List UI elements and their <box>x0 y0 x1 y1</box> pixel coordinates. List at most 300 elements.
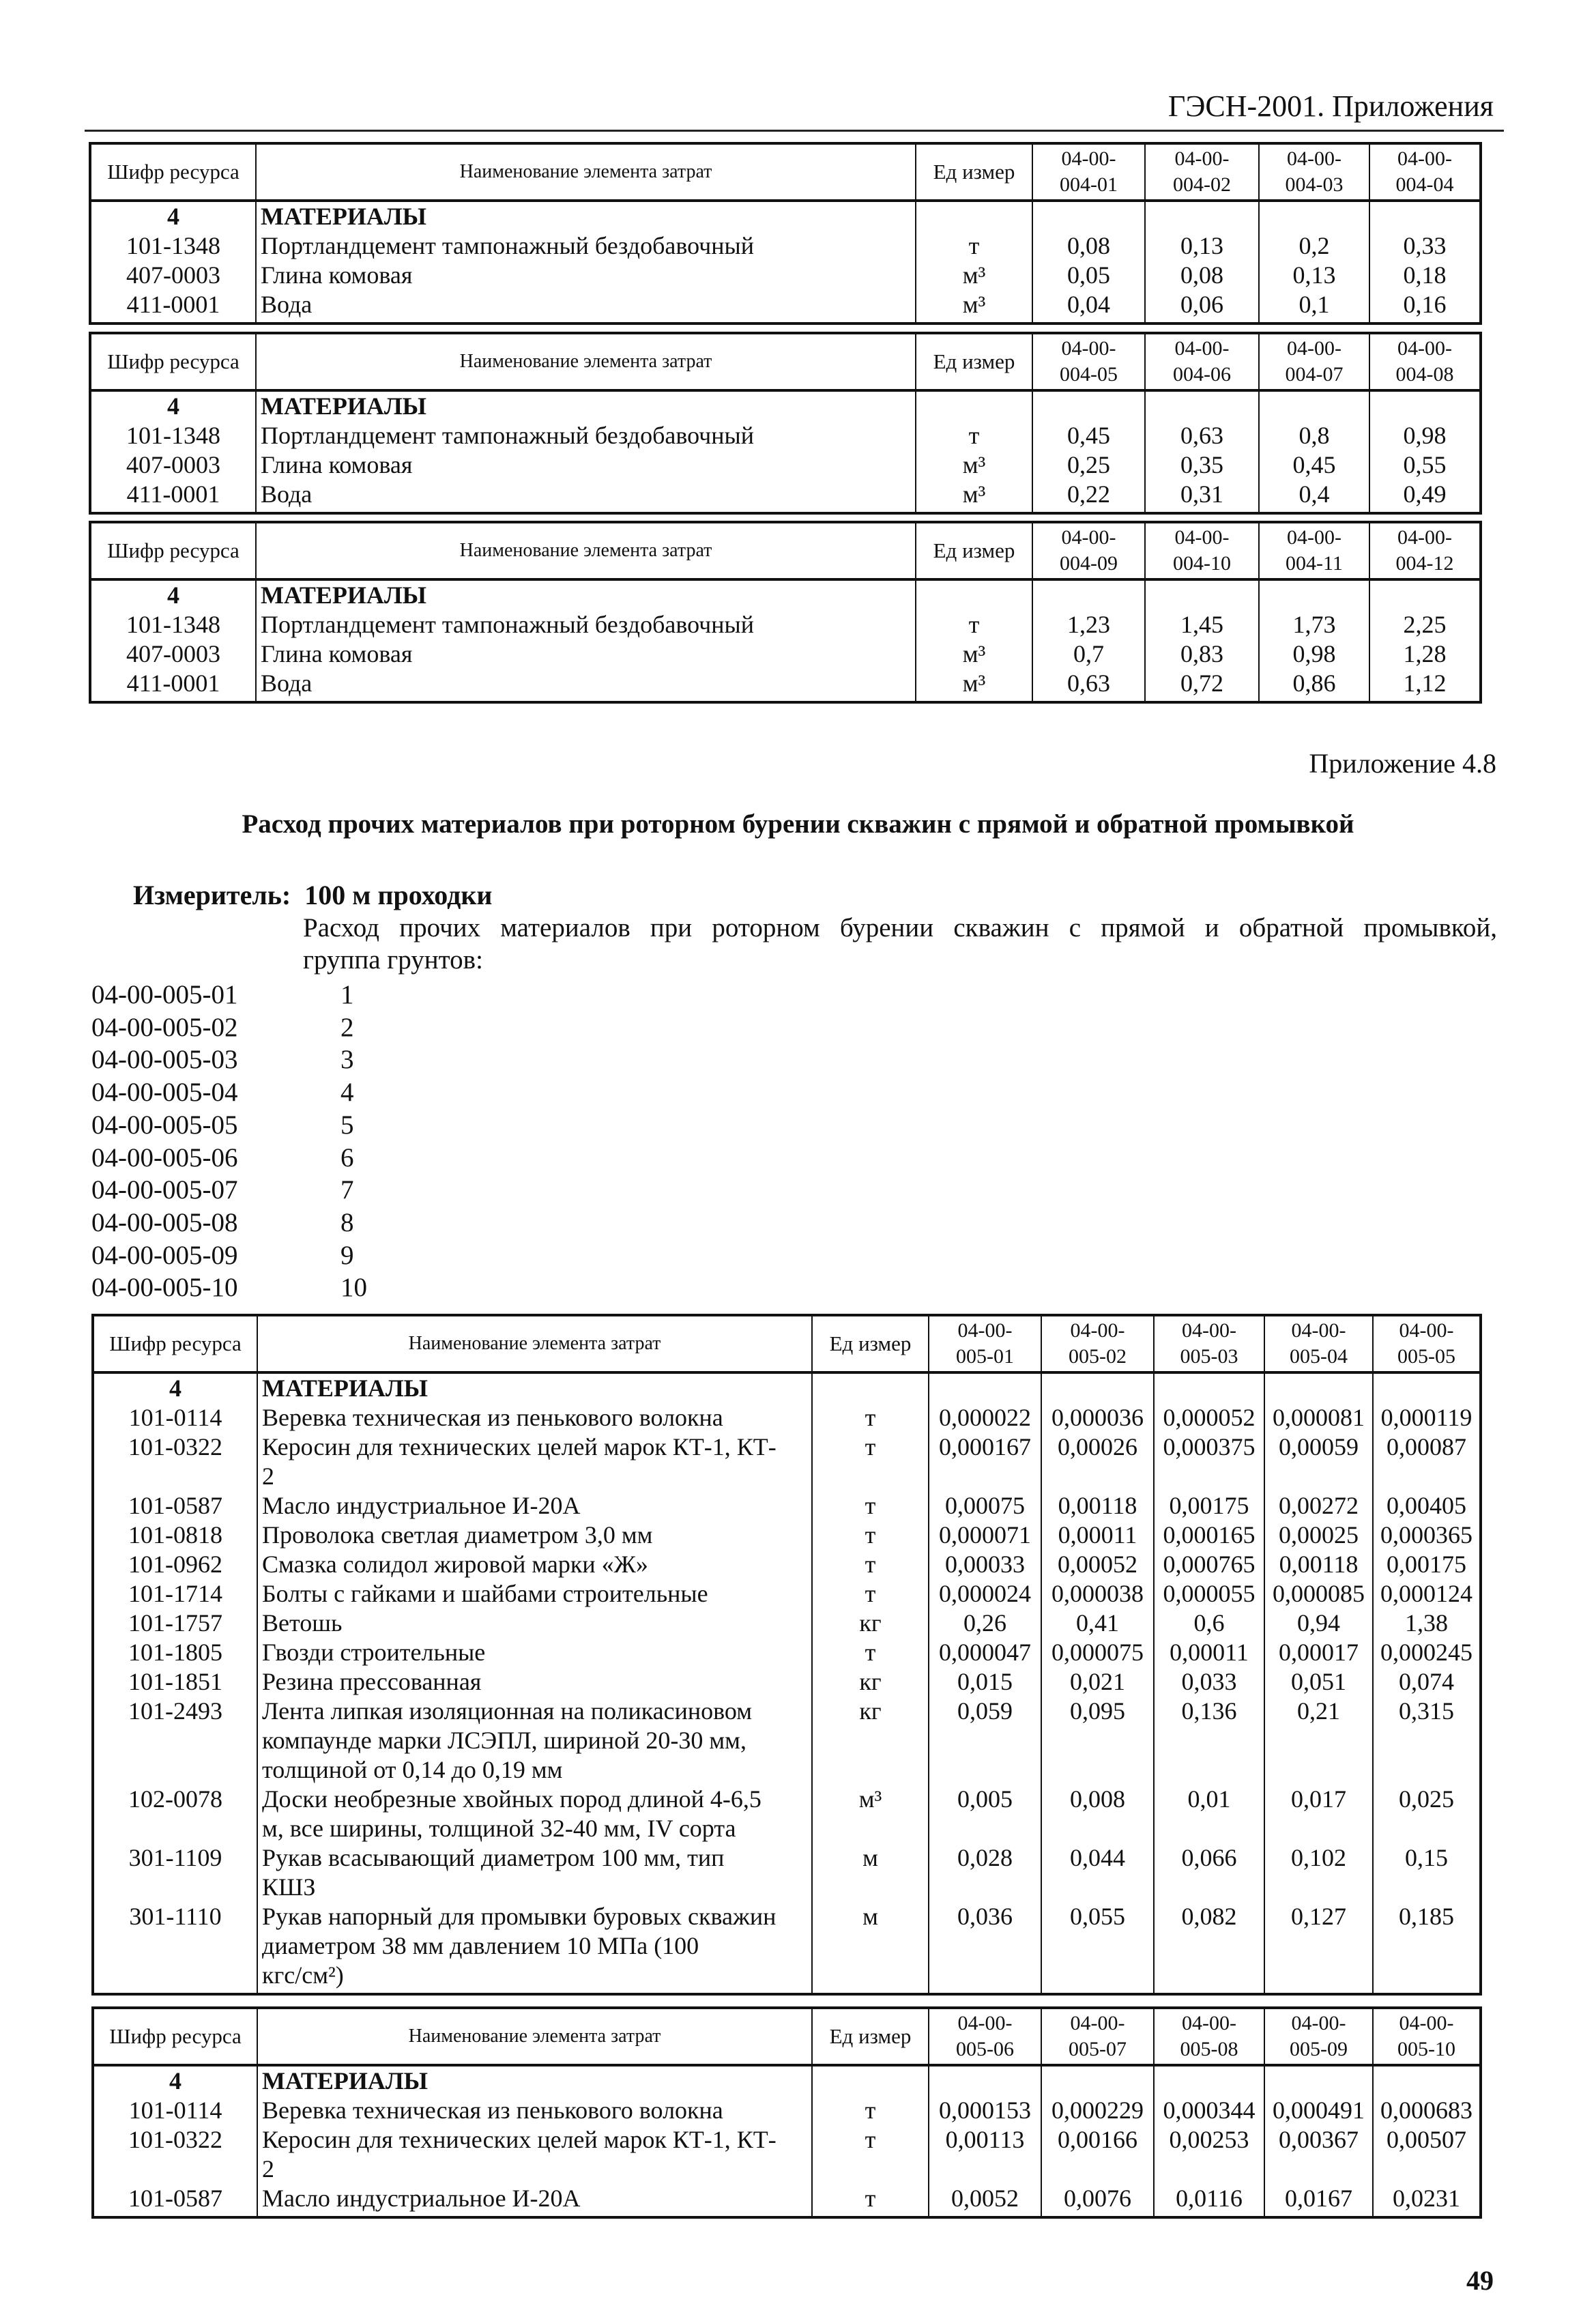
resource-name: Вода <box>256 480 916 509</box>
header-code: Шифр ресурса <box>90 143 256 201</box>
resource-value: 0,45 <box>1259 450 1369 480</box>
resource-value: 0,000683 <box>1373 2096 1481 2125</box>
table-bottom-padding <box>93 2213 1481 2217</box>
resource-value: 0,00025 <box>1264 1521 1373 1550</box>
table-row <box>90 290 1481 319</box>
resource-value: 0,2 <box>1259 231 1369 261</box>
resource-value: 0,036 <box>929 1902 1041 1990</box>
header-unit: Ед измер <box>812 2008 929 2065</box>
table-header-row <box>90 143 1481 201</box>
resource-code: 102-0078 <box>93 1785 257 1843</box>
empty-cell <box>812 1990 929 1994</box>
empty-cell <box>916 509 1032 513</box>
resource-value: 0,000153 <box>929 2096 1041 2125</box>
resource-name: Веревка техническая из пенькового волокна <box>257 2096 812 2125</box>
table-row <box>93 1902 1481 1990</box>
table-row <box>93 1432 1481 1491</box>
resource-code: 407-0003 <box>90 450 256 480</box>
description <box>303 912 1497 976</box>
resource-value: 0,000491 <box>1264 2096 1373 2125</box>
resource-code: 407-0003 <box>90 261 256 290</box>
resource-value: 0,00113 <box>929 2125 1041 2184</box>
empty-cell <box>256 698 916 702</box>
empty-cell <box>256 509 916 513</box>
section-row <box>93 2065 1481 2096</box>
resource-code: 411-0001 <box>90 669 256 698</box>
empty-cell <box>916 579 1032 610</box>
empty-cell <box>1145 390 1259 421</box>
header-code: Шифр ресурса <box>90 333 256 390</box>
code-list-group: 4 <box>340 1078 354 1108</box>
table-row <box>90 450 1481 480</box>
table-row <box>93 2096 1481 2125</box>
section-label: МАТЕРИАЛЫ <box>257 1372 812 1403</box>
empty-cell <box>929 1372 1041 1403</box>
empty-cell <box>1145 509 1259 513</box>
code-list-code: 04-00-005-05 <box>91 1110 238 1140</box>
table-row <box>90 610 1481 639</box>
resource-code: 101-0114 <box>93 2096 257 2125</box>
resource-value: 0,15 <box>1373 1843 1481 1902</box>
section-row <box>90 390 1481 421</box>
resource-unit: м³ <box>916 290 1032 319</box>
resource-unit: т <box>916 231 1032 261</box>
resource-value: 0,18 <box>1369 261 1481 290</box>
resource-code: 101-0322 <box>93 2125 257 2184</box>
empty-cell <box>1264 2065 1373 2096</box>
empty-cell <box>1259 201 1369 231</box>
resource-unit: т <box>812 1638 929 1667</box>
code-list-item <box>91 1043 367 1076</box>
table-row <box>93 2125 1481 2184</box>
section-code: 4 <box>93 1372 257 1403</box>
resource-value: 0,00059 <box>1264 1432 1373 1491</box>
resource-unit: т <box>812 1432 929 1491</box>
resource-unit: кг <box>812 1697 929 1785</box>
code-list-group: 2 <box>340 1012 354 1042</box>
resource-name: Доски необрезные хвойных пород длиной 4-6,5 м, все ширины, толщиной 32-40 мм, IV сорта <box>257 1785 812 1843</box>
header-column-code: 04-00- 005-09 <box>1264 2008 1373 2065</box>
resource-value: 0,00405 <box>1373 1491 1481 1521</box>
resource-value: 0,082 <box>1154 1902 1264 1990</box>
code-list-code: 04-00-005-04 <box>91 1078 238 1108</box>
resource-value: 0,000081 <box>1264 1403 1373 1432</box>
section-label: МАТЕРИАЛЫ <box>257 2065 812 2096</box>
resource-value: 0,00175 <box>1373 1550 1481 1579</box>
resource-value: 0,00118 <box>1041 1491 1154 1521</box>
section-label: МАТЕРИАЛЫ <box>256 579 916 610</box>
resource-value: 0,49 <box>1369 480 1481 509</box>
resource-code: 101-1851 <box>93 1667 257 1697</box>
resource-value: 0,16 <box>1369 290 1481 319</box>
resource-value: 0,00033 <box>929 1550 1041 1579</box>
code-list-group: 9 <box>340 1240 354 1270</box>
header-column-code: 04-00- 005-03 <box>1154 1315 1264 1372</box>
resource-value: 0,22 <box>1032 480 1145 509</box>
header-column-code: 04-00- 004-09 <box>1032 522 1145 579</box>
resource-code: 301-1109 <box>93 1843 257 1902</box>
code-list <box>91 979 367 1304</box>
resource-unit: кг <box>812 1667 929 1697</box>
code-list-item <box>91 1142 367 1175</box>
code-list-group: 7 <box>340 1175 354 1205</box>
resource-value: 0,136 <box>1154 1697 1264 1785</box>
resource-unit: т <box>812 1491 929 1521</box>
empty-cell <box>1264 1372 1373 1403</box>
header-column-code: 04-00- 004-03 <box>1259 143 1369 201</box>
resource-value: 0,21 <box>1264 1697 1373 1785</box>
empty-cell <box>1032 319 1145 323</box>
resource-name: Вода <box>256 290 916 319</box>
empty-cell <box>1041 2065 1154 2096</box>
resource-name: Болты с гайками и шайбами строительные <box>257 1579 812 1609</box>
resource-value: 0,08 <box>1032 231 1145 261</box>
resource-value: 0,017 <box>1264 1785 1373 1843</box>
empty-cell <box>1369 390 1481 421</box>
resource-code: 101-1348 <box>90 421 256 450</box>
resource-value: 1,12 <box>1369 669 1481 698</box>
resource-value: 0,98 <box>1259 639 1369 669</box>
section-code: 4 <box>90 201 256 231</box>
table-row <box>90 421 1481 450</box>
resource-unit: м³ <box>916 639 1032 669</box>
code-list-code: 04-00-005-09 <box>91 1240 238 1270</box>
header-column-code: 04-00- 004-12 <box>1369 522 1481 579</box>
code-list-code: 04-00-005-01 <box>91 980 238 1009</box>
resource-value: 0,0167 <box>1264 2184 1373 2213</box>
header-column-code: 04-00- 005-07 <box>1041 2008 1154 2065</box>
resource-value: 0,033 <box>1154 1667 1264 1697</box>
resource-table-005-b <box>91 2006 1482 2219</box>
header-unit: Ед измер <box>916 143 1032 201</box>
resource-unit: м³ <box>812 1785 929 1843</box>
empty-cell <box>1032 579 1145 610</box>
empty-cell <box>93 1990 257 1994</box>
table-row <box>93 1667 1481 1697</box>
resource-value: 0,00272 <box>1264 1491 1373 1521</box>
header-name: Наименование элемента затрат <box>256 333 916 390</box>
resource-table-004-c <box>89 521 1482 704</box>
resource-value: 0,63 <box>1032 669 1145 698</box>
resource-unit: м³ <box>916 261 1032 290</box>
resource-code: 411-0001 <box>90 480 256 509</box>
resource-table-004-b <box>89 332 1482 515</box>
resource-value: 0,315 <box>1373 1697 1481 1785</box>
code-list-item <box>91 1271 367 1304</box>
resource-code: 101-2493 <box>93 1697 257 1785</box>
header-column-code: 04-00- 004-01 <box>1032 143 1145 201</box>
empty-cell <box>1259 579 1369 610</box>
resource-code: 101-1348 <box>90 231 256 261</box>
meter-label: Измеритель: <box>133 880 291 910</box>
header-name: Наименование элемента затрат <box>257 1315 812 1372</box>
resource-value: 0,000071 <box>929 1521 1041 1550</box>
resource-code: 101-1805 <box>93 1638 257 1667</box>
resource-value: 0,005 <box>929 1785 1041 1843</box>
resource-value: 0,00075 <box>929 1491 1041 1521</box>
resource-value: 0,33 <box>1369 231 1481 261</box>
table-row <box>93 1638 1481 1667</box>
empty-cell <box>1259 509 1369 513</box>
resource-value: 0,05 <box>1032 261 1145 290</box>
code-list-item <box>91 1239 367 1272</box>
empty-cell <box>1264 2213 1373 2217</box>
resource-value: 0,0116 <box>1154 2184 1264 2213</box>
resource-unit: т <box>812 1521 929 1550</box>
code-list-item <box>91 1109 367 1142</box>
resource-unit: м <box>812 1843 929 1902</box>
table-row <box>93 1521 1481 1550</box>
header-column-code: 04-00- 004-04 <box>1369 143 1481 201</box>
resource-value: 0,000765 <box>1154 1550 1264 1579</box>
empty-cell <box>93 2213 257 2217</box>
resource-value: 0,00087 <box>1373 1432 1481 1491</box>
resource-code: 101-0114 <box>93 1403 257 1432</box>
resource-value: 0,13 <box>1259 261 1369 290</box>
empty-cell <box>916 698 1032 702</box>
resource-value: 0,0052 <box>929 2184 1041 2213</box>
resource-value: 0,00507 <box>1373 2125 1481 2184</box>
header-column-code: 04-00- 004-11 <box>1259 522 1369 579</box>
section-row <box>90 201 1481 231</box>
table-row <box>93 1843 1481 1902</box>
meter-value: 100 м проходки <box>304 880 493 910</box>
empty-cell <box>1369 579 1481 610</box>
header-code: Шифр ресурса <box>93 1315 257 1372</box>
running-header: ГЭСН-2001. Приложения <box>1167 89 1494 123</box>
table-header-row <box>90 522 1481 579</box>
resource-value: 0,000124 <box>1373 1579 1481 1609</box>
resource-code: 411-0001 <box>90 290 256 319</box>
description-line: Расход прочих материалов при роторном бурении скважин с прямой и обратной промывкой, <box>303 913 1497 942</box>
resource-value: 0,86 <box>1259 669 1369 698</box>
empty-cell <box>1145 579 1259 610</box>
resource-value: 0,00052 <box>1041 1550 1154 1579</box>
table-row <box>90 261 1481 290</box>
resource-name: Портландцемент тампонажный бездобавочный <box>256 610 916 639</box>
empty-cell <box>1041 2213 1154 2217</box>
empty-cell <box>1041 1990 1154 1994</box>
resource-value: 0,72 <box>1145 669 1259 698</box>
resource-value: 0,059 <box>929 1697 1041 1785</box>
header-column-code: 04-00- 005-01 <box>929 1315 1041 1372</box>
resource-unit: т <box>812 2096 929 2125</box>
resource-unit: м <box>812 1902 929 1990</box>
resource-value: 0,00011 <box>1041 1521 1154 1550</box>
code-list-group: 6 <box>340 1142 354 1172</box>
resource-value: 0,94 <box>1264 1609 1373 1638</box>
resource-value: 0,000047 <box>929 1638 1041 1667</box>
header-unit: Ед измер <box>916 333 1032 390</box>
empty-cell <box>257 2213 812 2217</box>
header-name: Наименование элемента затрат <box>256 143 916 201</box>
header-name: Наименование элемента затрат <box>257 2008 812 2065</box>
table-row <box>90 231 1481 261</box>
empty-cell <box>256 319 916 323</box>
code-list-item <box>91 1207 367 1239</box>
resource-value: 0,055 <box>1041 1902 1154 1990</box>
header-column-code: 04-00- 005-05 <box>1373 1315 1481 1372</box>
resource-value: 0,000038 <box>1041 1579 1154 1609</box>
resource-table-004-a <box>89 142 1482 325</box>
empty-cell <box>1032 509 1145 513</box>
resource-value: 0,102 <box>1264 1843 1373 1902</box>
resource-value: 0,000119 <box>1373 1403 1481 1432</box>
resource-value: 0,35 <box>1145 450 1259 480</box>
code-list-group: 10 <box>340 1273 367 1303</box>
resource-unit: м³ <box>916 669 1032 698</box>
resource-name: Лента липкая изоляционная на поликасиновом компаунде марки ЛСЭПЛ, шириной 20-30 мм, толщиной от 0,14 до 0,19 мм <box>257 1697 812 1785</box>
resource-value: 0,63 <box>1145 421 1259 450</box>
empty-cell <box>1369 201 1481 231</box>
resource-code: 101-0962 <box>93 1550 257 1579</box>
header-column-code: 04-00- 004-10 <box>1145 522 1259 579</box>
section-row <box>93 1372 1481 1403</box>
resource-name: Ветошь <box>257 1609 812 1638</box>
resource-value: 0,06 <box>1145 290 1259 319</box>
resource-value: 0,25 <box>1032 450 1145 480</box>
header-code: Шифр ресурса <box>90 522 256 579</box>
empty-cell <box>1373 2213 1481 2217</box>
section-title: Расход прочих материалов при роторном бурении скважин с прямой и обратной промывкой <box>242 809 1354 839</box>
resource-value: 0,000167 <box>929 1432 1041 1491</box>
empty-cell <box>1369 319 1481 323</box>
header-code: Шифр ресурса <box>93 2008 257 2065</box>
header-name: Наименование элемента затрат <box>256 522 916 579</box>
empty-cell <box>1259 698 1369 702</box>
resource-unit: т <box>812 1579 929 1609</box>
table-row <box>93 1550 1481 1579</box>
resource-value: 0,028 <box>929 1843 1041 1902</box>
header-column-code: 04-00- 004-06 <box>1145 333 1259 390</box>
resource-code: 101-1714 <box>93 1579 257 1609</box>
header-unit: Ед измер <box>812 1315 929 1372</box>
code-list-code: 04-00-005-02 <box>91 1012 238 1042</box>
resource-value: 1,45 <box>1145 610 1259 639</box>
code-list-item <box>91 1076 367 1109</box>
resource-value: 0,000052 <box>1154 1403 1264 1432</box>
table-row <box>90 669 1481 698</box>
table-row <box>90 480 1481 509</box>
resource-value: 0,00367 <box>1264 2125 1373 2184</box>
table-row <box>90 639 1481 669</box>
resource-value: 0,00118 <box>1264 1550 1373 1579</box>
resource-name: Рукав всасывающий диаметром 100 мм, тип КШЗ <box>257 1843 812 1902</box>
resource-unit: т <box>812 1550 929 1579</box>
header-column-code: 04-00- 004-07 <box>1259 333 1369 390</box>
empty-cell <box>929 1990 1041 1994</box>
empty-cell <box>1373 2065 1481 2096</box>
empty-cell <box>1145 698 1259 702</box>
empty-cell <box>1154 1372 1264 1403</box>
resource-value: 0,000365 <box>1373 1521 1481 1550</box>
page-number: 49 <box>1466 2265 1494 2296</box>
code-list-item <box>91 979 367 1011</box>
header-column-code: 04-00- 005-02 <box>1041 1315 1154 1372</box>
resource-value: 0,051 <box>1264 1667 1373 1697</box>
table-row <box>93 1697 1481 1785</box>
resource-value: 0,0076 <box>1041 2184 1154 2213</box>
resource-name: Керосин для технических целей марок КТ-1, КТ- 2 <box>257 2125 812 2184</box>
resource-value: 0,000085 <box>1264 1579 1373 1609</box>
resource-name: Веревка техническая из пенькового волокна <box>257 1403 812 1432</box>
resource-value: 0,185 <box>1373 1902 1481 1990</box>
resource-unit: т <box>916 610 1032 639</box>
resource-code: 101-0322 <box>93 1432 257 1491</box>
code-list-code: 04-00-005-03 <box>91 1045 238 1075</box>
code-list-group: 1 <box>340 980 354 1009</box>
resource-value: 0,00026 <box>1041 1432 1154 1491</box>
resource-value: 0,066 <box>1154 1843 1264 1902</box>
resource-value: 0,000055 <box>1154 1579 1264 1609</box>
code-list-code: 04-00-005-08 <box>91 1207 238 1237</box>
resource-name: Портландцемент тампонажный бездобавочный <box>256 231 916 261</box>
empty-cell <box>1154 2065 1264 2096</box>
resource-value: 1,38 <box>1373 1609 1481 1638</box>
resource-name: Гвозди строительные <box>257 1638 812 1667</box>
resource-value: 0,00166 <box>1041 2125 1154 2184</box>
table-row <box>93 1785 1481 1843</box>
resource-value: 0,000024 <box>929 1579 1041 1609</box>
resource-code: 301-1110 <box>93 1902 257 1990</box>
meter <box>133 879 506 911</box>
empty-cell <box>812 2065 929 2096</box>
empty-cell <box>1154 2213 1264 2217</box>
resource-value: 0,31 <box>1145 480 1259 509</box>
header-column-code: 04-00- 004-05 <box>1032 333 1145 390</box>
code-list-code: 04-00-005-06 <box>91 1142 238 1172</box>
code-list-group: 5 <box>340 1110 354 1140</box>
resource-name: Рукав напорный для промывки буровых скважин диаметром 38 мм давлением 10 МПа (100 кгс/см²) <box>257 1902 812 1990</box>
table-bottom-padding <box>93 1990 1481 1994</box>
resource-unit: т <box>812 2125 929 2184</box>
resource-name: Резина прессованная <box>257 1667 812 1697</box>
table-bottom-padding <box>90 698 1481 702</box>
empty-cell <box>1032 390 1145 421</box>
empty-cell <box>1145 319 1259 323</box>
section-code: 4 <box>90 579 256 610</box>
code-list-code: 04-00-005-10 <box>91 1273 238 1303</box>
resource-code: 101-0818 <box>93 1521 257 1550</box>
resource-value: 0,000036 <box>1041 1403 1154 1432</box>
header-unit: Ед измер <box>916 522 1032 579</box>
resource-value: 0,4 <box>1259 480 1369 509</box>
resource-name: Смазка солидол жировой марки «Ж» <box>257 1550 812 1579</box>
section-code: 4 <box>93 2065 257 2096</box>
empty-cell <box>1032 698 1145 702</box>
resource-value: 0,000075 <box>1041 1638 1154 1667</box>
header-column-code: 04-00- 004-08 <box>1369 333 1481 390</box>
resource-unit: т <box>916 421 1032 450</box>
table-header-row <box>93 2008 1481 2065</box>
resource-value: 0,55 <box>1369 450 1481 480</box>
resource-unit: м³ <box>916 450 1032 480</box>
resource-value: 0,45 <box>1032 421 1145 450</box>
resource-value: 0,025 <box>1373 1785 1481 1843</box>
resource-name: Керосин для технических целей марок КТ-1, КТ- 2 <box>257 1432 812 1491</box>
table-row <box>93 1403 1481 1432</box>
resource-value: 0,13 <box>1145 231 1259 261</box>
section-label: МАТЕРИАЛЫ <box>256 390 916 421</box>
resource-name: Портландцемент тампонажный бездобавочный <box>256 421 916 450</box>
empty-cell <box>916 319 1032 323</box>
code-list-group: 3 <box>340 1045 354 1075</box>
appendix-label: Приложение 4.8 <box>1309 748 1496 779</box>
resource-value: 0,41 <box>1041 1609 1154 1638</box>
resource-value: 0,26 <box>929 1609 1041 1638</box>
resource-value: 0,000165 <box>1154 1521 1264 1550</box>
table-row <box>93 1579 1481 1609</box>
